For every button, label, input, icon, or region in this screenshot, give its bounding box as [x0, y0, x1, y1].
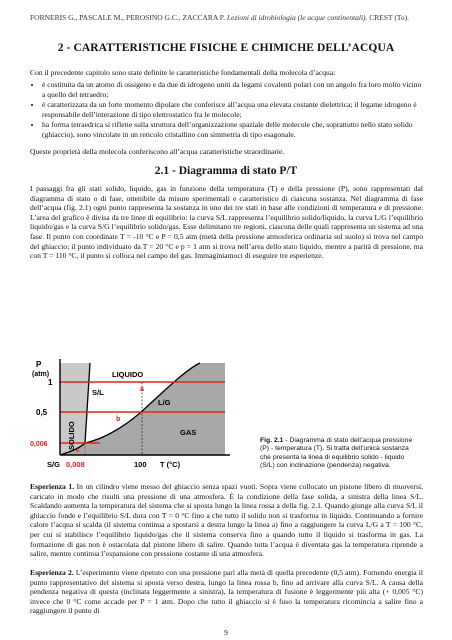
list-item: • è caratterizzata da un forte momento dipolare che conferisce all’acqua una elevata costante dielettrica; il legame idrogeno è responsabile dell’interazione di tipo elettrostatico fra le molecole; — [42, 100, 423, 119]
y-tick-label: 0,006 — [30, 441, 48, 448]
experiment-2-text: L’esperimento viene ripetuto con una pressione pari alla metà di quella precedente (0,5 atm). Fornendo energia il punto rappresentativo del sistema si sposta verso destra, lungo la linea rossa b, fino ad arrivare alla curva S/L. A causa della pendenza negativa di questa (inclinata leggermente a sinistra), la temperatura di fusione è leggermente più alta (+ 0,005 °C) invece che 0 °C come accade per P = 1 atm. Dopo che tutto il ghiaccio si è fuso la temperatura ricomincia a salire fino a raggiungere il punto di — [30, 568, 423, 616]
region-label-liquid: LIQUIDO — [112, 370, 144, 379]
property-list — [30, 80, 423, 141]
list-item: • è costituita da un atomo di ossigeno e da due di idrogeno uniti da legami covalenti polari con un angolo fra loro molto vicino a quello del tetraedro; — [42, 80, 423, 99]
y-axis-unit: (atm) — [32, 371, 50, 378]
x-axis-label: T (°C) — [160, 460, 181, 469]
list-item: • ha forma tetraedrica si riflette sulla struttura dell’organizzazione spaziale delle molecole che, soprattutto nello stato solido (ghiaccio), sono vincolate in un reticolo cristallino con simmetria di tipo esagonale. — [42, 120, 423, 139]
caption-lead: Fig. 2.1 — [260, 437, 284, 444]
x-tick-label: 0,008 — [66, 460, 85, 469]
section-title: 2 - CARATTERISTICHE FISICHE E CHIMICHE DELL’ACQUA — [57, 42, 395, 54]
intro-paragraph: Con il precedente capitolo sono state definite le caratteristiche fondamentali della molecola d’acqua: — [30, 68, 336, 77]
x-tick-label: 100 — [134, 460, 147, 469]
point-label-a: a — [140, 386, 144, 393]
y-axis-label: P — [36, 360, 42, 369]
experiment-1-lead: Esperienza 1. — [30, 482, 75, 491]
experiment-2-paragraph — [30, 568, 423, 616]
point-label-b: b — [116, 416, 121, 423]
experiment-2-lead: Esperienza 2. — [30, 568, 74, 577]
subsection-title: 2.1 - Diagramma di stato P/T — [154, 165, 298, 177]
body-paragraph: I passaggi fra gli stati solido, liquido, gas in funzione della temperatura (T) e della pressione (P), sono rappresentati dal diagramma di stato o di fase, ottenibile da misure sperimentali e caratteristico di ciascuna sostanza. Nel diagramma di fase dell’acqua (fig. 2.1) ogni punto rappresenta la sostanza in uno dei tre stati in base alle condizioni di temperatura e di pressione. L’area del grafico è divisa da tre linee di equilibrio: la curva S/L rappresenta l’equilibrio solido/liquido, la curva L/G l’equilibrio liquido/gas e la curva S/G l’equilibrio solido/gas. Esse delimitano tre regioni, ciascuna delle quali rappresenta un sistema ad una fase. Il punto con coordinate T = -10 °C e P = 0,5 atm (metà della pressione atmosferica ordinaria sul suolo) si trova nel campo del ghiaccio; il punto individuato da T = 20 °C e p = 1 atm si trova nell’area dello stato liquido, mentre a parità di pressione, ma con T = 110 °C, il punto si colloca nel campo del gas. Immaginiamoci di eseguire tre esperienze. — [30, 184, 423, 261]
phase-diagram — [30, 355, 235, 473]
experiment-1-text: In un cilindro viene messo del ghiaccio senza spazi vuoti. Sopra viene collocato un pistone libero di muoversi, caricato in modo che risulti una pressione di una atmosfera. È la condizione della fase solida, a sinistra della linea S/L. Scaldando aumenta la temperatura del sistema che si sposta lungo la linea rossa a della fig. 2.1. Quando giunge alla curva S/L il ghiaccio fonde e l’equilibrio S/L dura con T = 0 °C fino a che tutto il solido non si trasforma in liquido. Continuando a fornire calore l’acqua si scalda (il sistema continua a spostarsi a destra lungo la linea a) fino a raggiungere la curva L/G a T = 100 °C, per cui si stabilisce l’equilibrio liquido/gas che il sistema conserva fino a quando tutto il liquido si trasforma in gas. La formazione di gas non è ostacolata dal pistone libero di salire. Quando tutta l’acqua è diventata gas la temperatura riprende a salire, mentre continua l’espansione con pressione costante di una atmosfera. — [30, 482, 423, 559]
page-number: 9 — [224, 628, 228, 637]
header-authors: FORNERIS G., PASCALE M., PEROSINO G.C., ZACCARA P. — [30, 13, 225, 22]
curve-label-sl: S/L — [92, 388, 104, 397]
region-label-gas: GAS — [180, 428, 197, 437]
figure-caption — [260, 437, 420, 471]
header-title: Lezioni di idrobiologia (le acque continentali). — [226, 13, 368, 22]
header-publisher: CREST (To). — [369, 13, 410, 22]
closing-paragraph: Queste proprietà della molecola conferiscono all’acqua caratteristiche straordinarie. — [30, 147, 285, 156]
curve-label-lg: L/G — [158, 398, 171, 407]
y-tick-label: 0,5 — [36, 408, 48, 417]
running-header — [30, 13, 430, 22]
point-label-c: c — [76, 447, 80, 454]
x-tick-label: S/G — [47, 460, 60, 469]
y-tick-label: 1 — [48, 378, 53, 387]
region-label-solid: SOLIDO — [67, 421, 76, 450]
caption-text: - Diagramma di stato dell’acqua pressione (P) - temperatura (T). Si tratta dell’unica sostanza che presenta la linea di equilibrio solido - liquido (S/L) con inclinazione (pendenza) negativa. — [260, 437, 413, 470]
experiment-1-paragraph — [30, 482, 423, 559]
